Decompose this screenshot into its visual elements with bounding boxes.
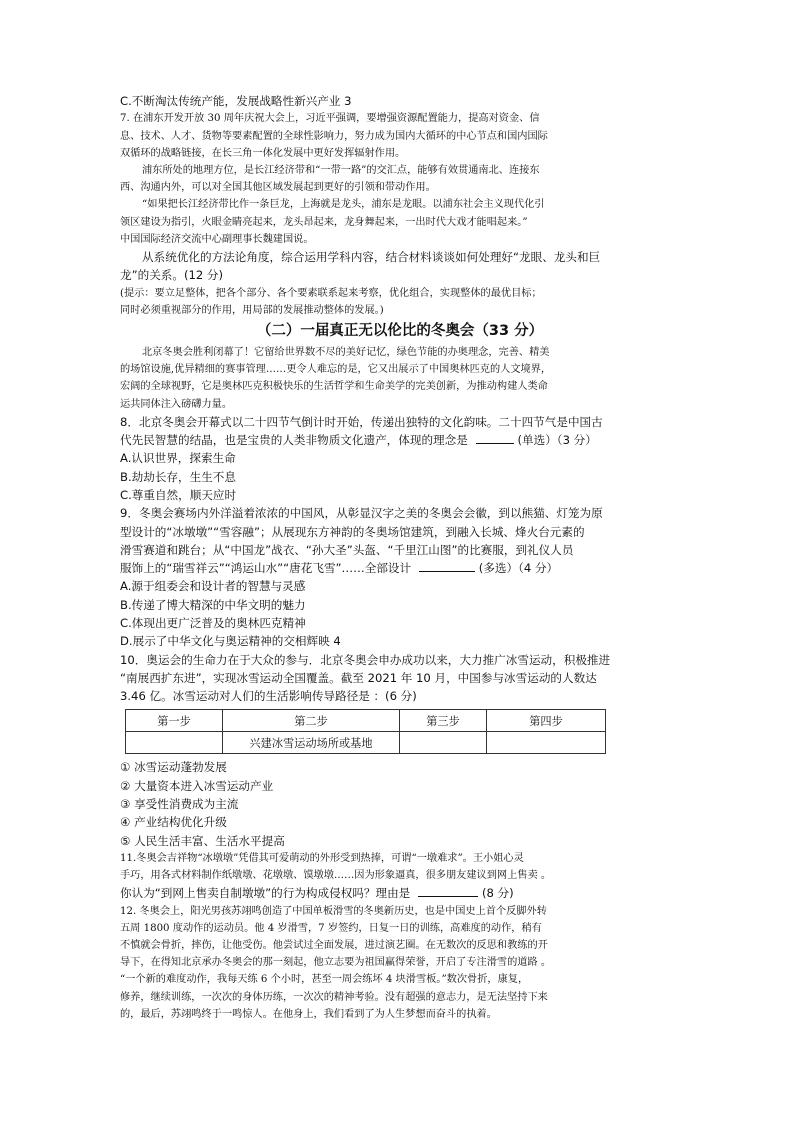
text-line bbox=[120, 577, 680, 595]
text-line bbox=[120, 449, 680, 467]
line-text: A.源于组委会和设计者的智慧与灵感 bbox=[120, 579, 306, 594]
text-line bbox=[120, 850, 680, 867]
text-line bbox=[120, 937, 680, 954]
line-text: “南展西扩东进”，实现冰雪运动全国覆盖。截至 2021 年 10 月，中国参与冰雪运动的人数达 bbox=[120, 670, 597, 685]
text-line bbox=[120, 989, 680, 1006]
table-cell: 兴建冰雪运动场所或基地 bbox=[223, 732, 400, 754]
text-line bbox=[120, 145, 680, 162]
text-line bbox=[120, 795, 680, 813]
transmission-path-table bbox=[125, 709, 606, 754]
questions-11-12-block bbox=[120, 758, 680, 1023]
text-line bbox=[120, 413, 680, 431]
text-line bbox=[120, 632, 680, 650]
line-text: 不慎就会骨折，摔伤，让他受伤。他尝试过全面发展，进过演艺圈。在无数次的反思和教练的开 bbox=[120, 940, 548, 952]
line-text: 导下，在得知北京承办冬奥会的那一刻起，他立志要为祖国赢得荣誉，开启了专注滑雪的道路 。 bbox=[120, 957, 552, 969]
text-line bbox=[120, 231, 680, 248]
line-text: 9．冬奥会赛场内外洋溢着浓浓的中国风，从彰显汉字之美的冬奥会会徽，到以熊猫、灯笼为原 bbox=[120, 506, 603, 521]
text-line bbox=[120, 777, 680, 795]
text-line bbox=[120, 396, 680, 413]
line-text: ③ 享受性消费成为主流 bbox=[120, 797, 239, 812]
text-line bbox=[120, 468, 680, 486]
table-header-cell: 第四步 bbox=[487, 710, 606, 732]
table-header-cell: 第一步 bbox=[126, 710, 223, 732]
line-text: 中国国际经济交流中心副理事长魏建国说。 bbox=[120, 233, 314, 245]
line-text: 10．奥运会的生命力在于大众的参与．北京冬奥会申办成功以来，大力推广冰雪运动，积极推进 bbox=[120, 652, 611, 667]
line-text: 服饰上的“瑞雪祥云”“鸿运山水”“唐花飞雪”……全部设计 bbox=[120, 561, 412, 576]
text-line bbox=[120, 596, 680, 614]
line-text: A.认识世界，探索生命 bbox=[120, 451, 236, 466]
exam-page bbox=[120, 92, 680, 1023]
line-text: ⑤ 人民生活丰富、生活水平提高 bbox=[120, 833, 285, 848]
line-text: ④ 产业结构优化升级 bbox=[120, 815, 227, 830]
line-text: 浦东所处的地理方位，是长江经济带和“一带一路”的交汇点，能够有效贯通南北、连接东 bbox=[142, 164, 540, 176]
text-line bbox=[120, 214, 680, 231]
table-row bbox=[126, 732, 606, 754]
line-text: B.劫劫长存，生生不息 bbox=[120, 469, 236, 484]
text-line bbox=[120, 431, 680, 449]
line-text: 息、技术、人才、货物等要素配置的全球性影响力，努力成为国内大循环的中心节点和国内国际 bbox=[120, 130, 548, 142]
line-text: (提示：要立足整体，把各个部分、各个要素联系起来考察，优化组合，实现整体的最优目标； bbox=[120, 287, 542, 299]
text-line bbox=[120, 687, 680, 705]
text-line bbox=[120, 504, 680, 522]
text-line bbox=[120, 162, 680, 179]
text-line bbox=[120, 559, 680, 577]
text-line bbox=[120, 758, 680, 776]
line-text: B.传递了博大精深的中华文明的魅力 bbox=[120, 597, 306, 612]
line-text: 型设计的“冰墩墩”“雪容融”；从展现东方神韵的冬奥场馆建筑，到融入长城、烽火台元素的 bbox=[120, 524, 585, 539]
line-text: C.尊重自然，顺天应时 bbox=[120, 487, 237, 502]
line-text: “如果把长江经济带比作一条巨龙，上海就是龙头，浦东是龙眼。以浦东社会主义现代化引 bbox=[142, 199, 545, 211]
text-line bbox=[120, 523, 680, 541]
text-line bbox=[120, 813, 680, 831]
line-text: 龙”的关系。(12 分) bbox=[120, 268, 224, 283]
section-title: （二）一届真正无以伦比的冬奥会（33 分） bbox=[256, 322, 544, 339]
text-line bbox=[120, 651, 680, 669]
table-cell[interactable] bbox=[400, 732, 487, 754]
line-text: 代先民智慧的结晶，也是宝贵的人类非物质文化遗产，体现的理念是 bbox=[120, 433, 468, 448]
line-suffix: (8 分) bbox=[478, 886, 514, 901]
text-line bbox=[120, 884, 680, 902]
text-line bbox=[120, 344, 680, 361]
line-suffix: (多选）（4 分） bbox=[475, 561, 559, 576]
question-7-block bbox=[120, 92, 680, 319]
line-text: 五周 1800 度动作的运动员。他 4 岁滑雪，7 岁签约，日复一日的训练，高难度的动作，稍有 bbox=[120, 922, 542, 934]
text-line bbox=[120, 248, 680, 266]
line-text: 双循环的战略链接，在长三角一体化发展中更好发挥辐射作用。 bbox=[120, 147, 406, 159]
text-line bbox=[120, 903, 680, 920]
text-line bbox=[120, 669, 680, 687]
line-text: 12. 冬奥会上，阳光男孩苏翊鸣创造了中国单板滑雪的冬奥新历史，也是中国史上首个反脚外转 bbox=[120, 905, 547, 917]
text-line bbox=[120, 179, 680, 196]
text-line bbox=[120, 92, 680, 110]
table-cell[interactable] bbox=[487, 732, 606, 754]
table-cell[interactable] bbox=[126, 732, 223, 754]
text-line bbox=[120, 832, 680, 850]
line-text: 西、沟通内外，可以对全国其他区域发展起到更好的引领和带动作用。 bbox=[120, 182, 436, 194]
text-line bbox=[120, 954, 680, 971]
line-text: 的场馆设施,优异精细的赛事管理……更令人难忘的是，它又出展示了中国奥林匹克的人文境界， bbox=[120, 364, 552, 376]
line-text: 领区建设为指引，火眼金睛亮起来，龙头昂起来，龙身舞起来，一出时代大戏才能唱起来。” bbox=[120, 216, 528, 228]
text-line bbox=[120, 128, 680, 145]
line-text: 7. 在浦东开发开放 30 周年庆祝大会上，习近平强调，要增强资源配置能力，提高对资金、信 bbox=[120, 113, 540, 125]
line-text: 同时必须重视部分的作用，用局部的发展推动整体的发展。) bbox=[120, 304, 384, 316]
text-line bbox=[120, 196, 680, 213]
line-text: 11.冬奥会吉祥物“冰墩墩”凭借其可爱萌动的外形受到热捧，可谓“一墩难求”。王小姐心灵 bbox=[120, 852, 524, 864]
line-text: 滑雪赛道和跳台；从“中国龙”战衣、“孙大圣”头盔、“千里江山图”的比赛服，到礼仪人员 bbox=[120, 542, 574, 557]
text-line bbox=[120, 1006, 680, 1023]
line-text: 运共同体注入磅礴力量。 bbox=[120, 398, 233, 410]
text-line bbox=[120, 302, 680, 319]
text-line bbox=[120, 920, 680, 937]
text-line bbox=[120, 266, 680, 284]
text-line bbox=[120, 541, 680, 559]
text-line bbox=[120, 971, 680, 988]
text-line bbox=[120, 361, 680, 378]
line-text: 8．北京冬奥会开幕式以二十四节气倒计时开始，传递出独特的文化韵味。二十四节气是中国古 bbox=[120, 414, 603, 429]
text-line bbox=[120, 110, 680, 127]
line-text: 3.46 亿。冰雪运动对人们的生活影响传导路径是 ：(6 分) bbox=[120, 689, 417, 704]
line-text: “一个新的难度动作，我每天练 6 个小时，甚至一周会练坏 4 块滑雪板。”数次骨折，康复， bbox=[120, 974, 529, 986]
answer-blank[interactable] bbox=[476, 431, 514, 444]
line-text: ① 冰雪运动蓬勃发展 bbox=[120, 760, 227, 775]
line-text: 北京冬奥会胜利闭幕了！它留给世界数不尽的美好记忆，绿色节能的办奥理念，完善、精美 bbox=[142, 346, 550, 358]
text-line bbox=[120, 867, 680, 884]
line-suffix: (单选）（3 分） bbox=[513, 433, 597, 448]
line-text: C.体现出更广泛普及的奥林匹克精神 bbox=[120, 616, 306, 630]
table-header-cell: 第二步 bbox=[223, 710, 400, 732]
answer-blank[interactable] bbox=[419, 559, 475, 572]
line-text: ② 大量资本进入冰雪运动产业 bbox=[120, 778, 274, 793]
line-text: D.展示了中华文化与奥运精神的交相辉映 4 bbox=[120, 634, 341, 649]
questions-8-10-block bbox=[120, 344, 680, 706]
text-line bbox=[120, 378, 680, 395]
line-text: 修养，继续训练，一次次的身体历练，一次次的精神考验。没有超强的意志力，是无法坚持下来 bbox=[120, 991, 548, 1003]
line-text: 宏阔的全球视野，它是奥林匹克积极快乐的生活哲学和生命美学的完美创新，为推动构建人类命 bbox=[120, 381, 548, 393]
answer-blank[interactable] bbox=[418, 884, 478, 897]
text-line bbox=[120, 285, 680, 302]
table-header-row bbox=[126, 710, 606, 732]
table-header-cell: 第三步 bbox=[400, 710, 487, 732]
text-line bbox=[120, 486, 680, 504]
line-text: 你认为“到网上售卖自制墩墩”的行为构成侵权吗？理由是 bbox=[120, 886, 411, 901]
line-text: C.不断淘汰传统产能，发展战略性新兴产业 3 bbox=[120, 94, 352, 108]
line-text: 从系统优化的方法论角度，综合运用学科内容，结合材料谈谈如何处理好“龙眼、龙头和巨 bbox=[142, 249, 601, 264]
text-line bbox=[120, 614, 680, 632]
line-text: 的，最后，苏翊鸣终于一鸣惊人。在他身上，我们看到了为人生梦想而奋斗的执着。 bbox=[120, 1008, 497, 1020]
line-text: 手巧，用各式材料制作纸墩墩、花墩墩、馍墩墩……因为形象逼真，很多朋友建议到网上售卖 。 bbox=[120, 870, 552, 882]
